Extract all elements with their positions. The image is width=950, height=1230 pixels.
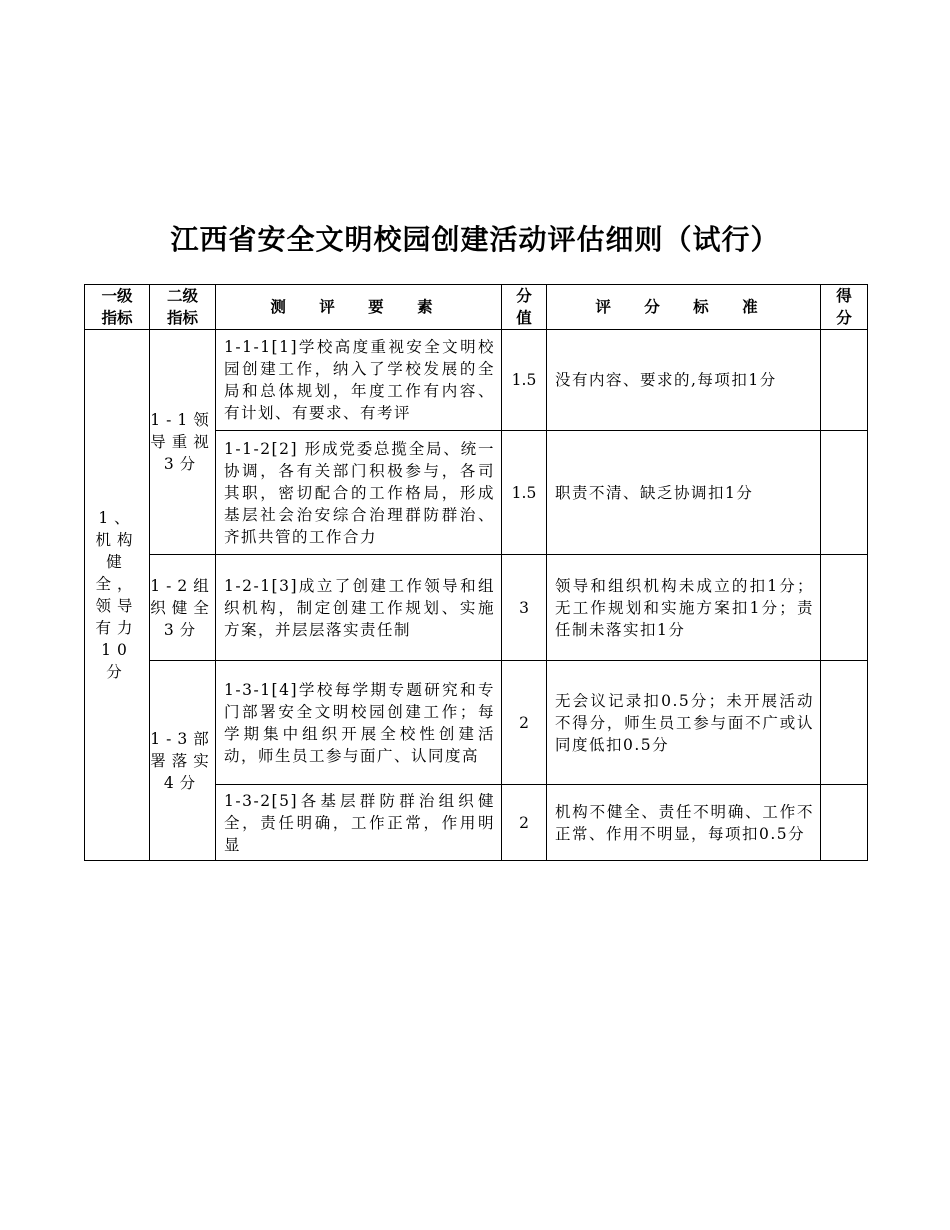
element-cell: 1-1-1[1]学校高度重视安全文明校园创建工作，纳入了学校发展的全局和总体规划，年度工作有内容、有计划、有要求、有考评 <box>216 330 502 431</box>
got-cell[interactable] <box>821 785 868 861</box>
table-row <box>85 330 868 431</box>
level2-indicator: 1-1领导重视3分 <box>150 330 216 555</box>
got-cell[interactable] <box>821 555 868 661</box>
evaluation-table <box>84 284 868 861</box>
level2-indicator: 1-2组织健全3分 <box>150 555 216 661</box>
score-cell: 3 <box>502 555 547 661</box>
table-row <box>85 555 868 661</box>
header-criteria: 评 分 标 准 <box>547 285 821 330</box>
header-row <box>85 285 868 330</box>
element-cell: 1-2-1[3]成立了创建工作领导和组织机构，制定创建工作规划、实施方案，并层层落实责任制 <box>216 555 502 661</box>
element-cell: 1-3-1[4]学校每学期专题研究和专门部署安全文明校园创建工作；每学期集中组织开展全校性创建活动，师生员工参与面广、认同度高 <box>216 661 502 785</box>
header-score: 分值 <box>502 285 547 330</box>
criteria-cell: 领导和组织机构未成立的扣1分；无工作规划和实施方案扣1分；责任制未落实扣1分 <box>547 555 821 661</box>
criteria-cell: 机构不健全、责任不明确、工作不正常、作用不明显，每项扣0.5分 <box>547 785 821 861</box>
document-title: 江西省安全文明校园创建活动评估细则（试行） <box>170 223 780 256</box>
header-got: 得分 <box>821 285 868 330</box>
header-level1: 一级指标 <box>85 285 150 330</box>
got-cell[interactable] <box>821 330 868 431</box>
header-elements: 测 评 要 素 <box>216 285 502 330</box>
score-cell: 2 <box>502 661 547 785</box>
got-cell[interactable] <box>821 661 868 785</box>
score-cell: 2 <box>502 785 547 861</box>
score-cell: 1.5 <box>502 431 547 555</box>
criteria-cell: 没有内容、要求的,每项扣1分 <box>547 330 821 431</box>
element-cell: 1-1-2[2] 形成党委总揽全局、统一协调，各有关部门积极参与，各司其职，密切配合的工作格局，形成基层社会治安综合治理群防群治、齐抓共管的工作合力 <box>216 431 502 555</box>
criteria-cell: 无会议记录扣0.5分；未开展活动不得分，师生员工参与面不广或认同度低扣0.5分 <box>547 661 821 785</box>
header-level2: 二级指标 <box>150 285 216 330</box>
element-cell: 1-3-2[5]各基层群防群治组织健全，责任明确，工作正常，作用明显 <box>216 785 502 861</box>
level2-indicator: 1-3部署落实4分 <box>150 661 216 861</box>
got-cell[interactable] <box>821 431 868 555</box>
criteria-cell: 职责不清、缺乏协调扣1分 <box>547 431 821 555</box>
table-row <box>85 661 868 785</box>
level1-indicator: 1、机构健全，领导有力10分 <box>85 330 150 861</box>
score-cell: 1.5 <box>502 330 547 431</box>
